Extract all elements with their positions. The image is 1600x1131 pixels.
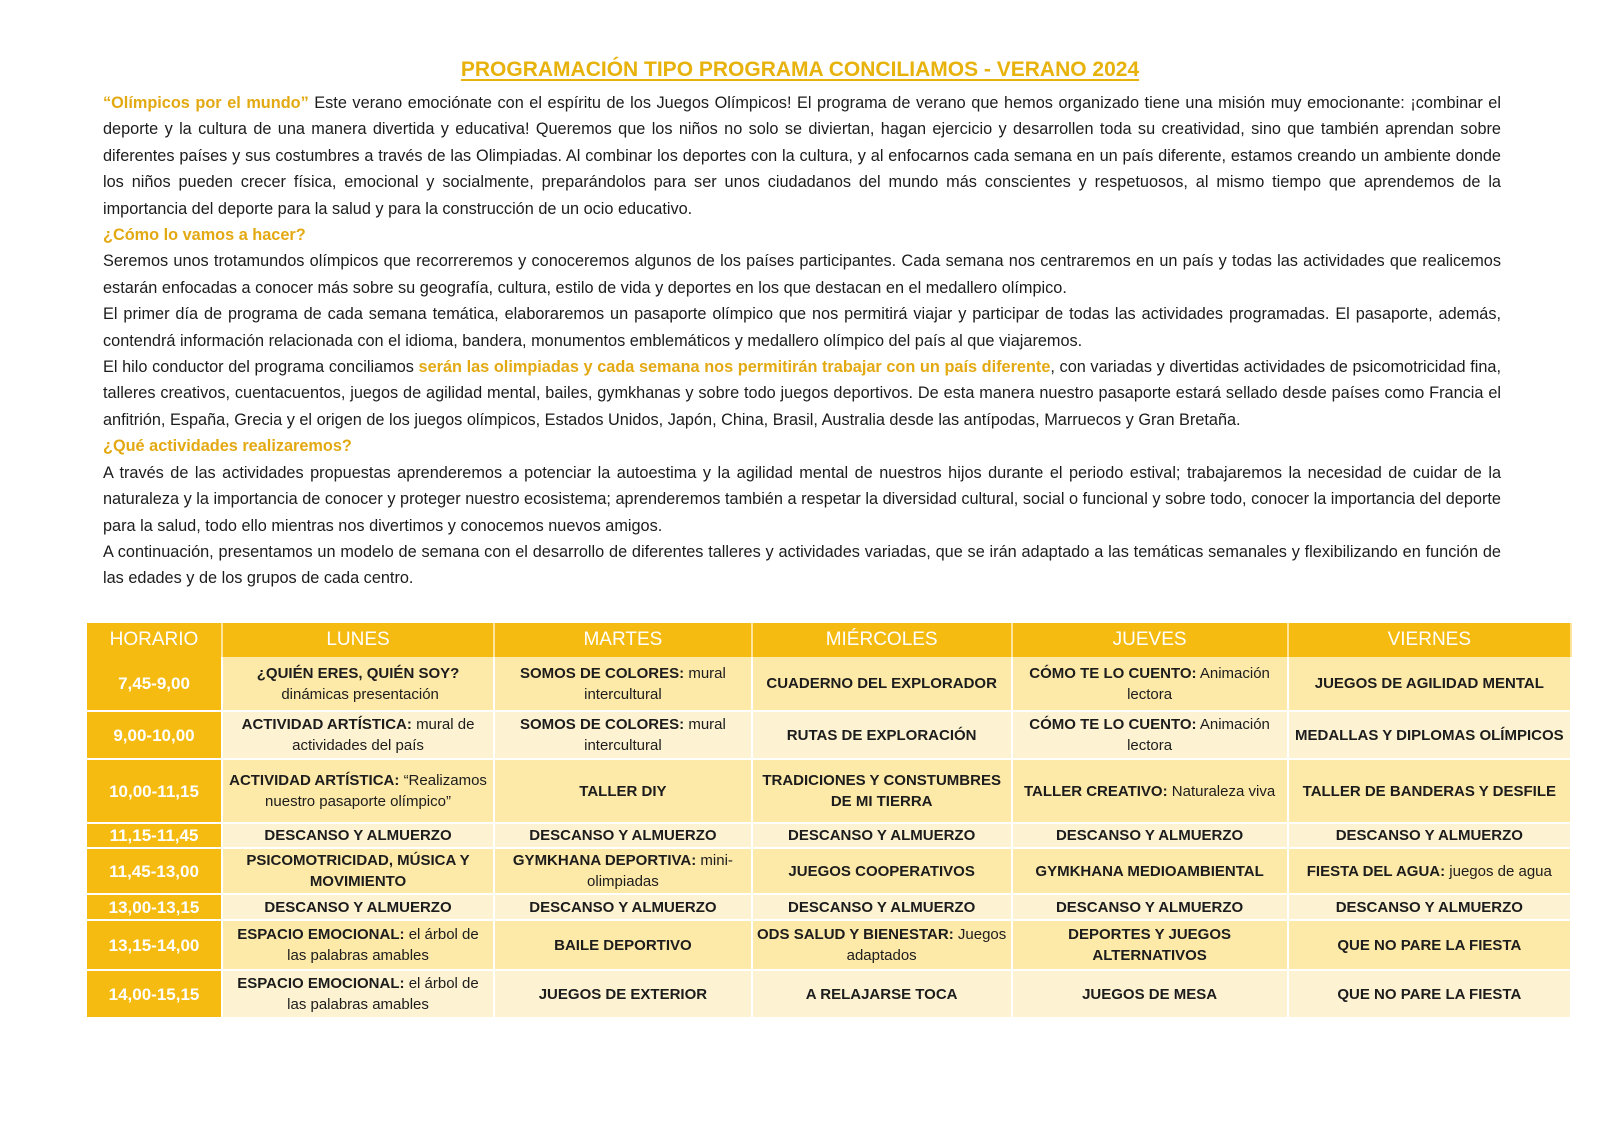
document-body <box>103 90 1501 592</box>
table-row <box>87 894 1571 920</box>
activity-title: QUE NO PARE LA FIESTA <box>1337 985 1522 1003</box>
column-header: LUNES <box>222 623 494 657</box>
activity-title: DESCANSO Y ALMUERZO <box>1055 827 1244 844</box>
activity-cell <box>1288 759 1571 823</box>
table-row <box>87 711 1571 759</box>
time-slot: 11,15-11,45 <box>87 823 222 848</box>
activity-cell <box>1288 823 1571 848</box>
p3-start: El hilo conductor del programa conciliamos <box>103 358 419 377</box>
activity-title: ESPACIO EMOCIONAL <box>237 926 400 943</box>
activity-cell <box>222 894 494 920</box>
activity-separator: : <box>399 975 409 992</box>
activity-title: DESCANSO Y ALMUERZO <box>1335 827 1523 844</box>
activity-title: DESCANSO Y ALMUERZO <box>788 827 976 844</box>
activity-detail: mural intercultural <box>584 664 726 703</box>
activity-title: CUADERNO DEL EXPLORADOR <box>766 675 997 692</box>
activity-title: CÓMO TE LO CUENTO: <box>1029 716 1197 733</box>
intro-lead: “Olímpicos por el mundo” <box>103 94 309 112</box>
activity-cell <box>1012 823 1288 848</box>
activity-cell <box>752 848 1012 894</box>
activity-detail: Animación lectora <box>1127 716 1270 754</box>
activity-cell <box>1288 920 1571 970</box>
activity-cell <box>222 711 494 759</box>
activity-title: TALLER CREATIVO: <box>1024 782 1168 800</box>
activity-cell <box>752 894 1012 920</box>
activity-title: DESCANSO Y ALMUERZO <box>264 898 452 916</box>
activity-detail: Animación lectora <box>1127 664 1270 703</box>
activity-detail: Juegos adaptados <box>846 926 1007 964</box>
column-header: JUEVES <box>1012 623 1288 657</box>
intro-paragraph <box>103 90 1501 222</box>
activity-cell <box>1288 711 1571 759</box>
activity-title: JUEGOS DE EXTERIOR <box>538 985 708 1003</box>
activity-title: BAILE DEPORTIVO <box>554 936 692 954</box>
activity-title: DESCANSO Y ALMUERZO <box>1335 898 1523 916</box>
activity-title: MEDALLAS Y DIPLOMAS OLÍMPICOS <box>1295 726 1564 744</box>
activity-cell <box>494 970 752 1018</box>
page-title: PROGRAMACIÓN TIPO PROGRAMA CONCILIAMOS - VERANO 2024 <box>460 58 1140 81</box>
table-row <box>87 970 1571 1018</box>
activity-cell <box>752 657 1012 711</box>
activity-detail: el árbol de las palabras amables <box>287 975 479 1013</box>
activity-cell <box>1288 970 1571 1018</box>
section-what-paragraph-1: A través de las actividades propuestas aprenderemos a potenciar la autoestima y la agilidad mental de nuestros hijos durante el periodo estival; trabajaremos la necesidad de cuidar de la naturaleza y la importancia de conocer y proteger nuestro ecosistema; aprenderemos también a respetar la diversidad cultural, social o funcional y sobre todo, conocer la importancia del deporte para la salud, todo ello mientras nos divertimos y conocemos nuevos amigos. <box>103 463 1501 535</box>
section-what-heading: ¿Qué actividades realizaremos? <box>103 437 352 456</box>
activity-title: ACTIVIDAD ARTÍSTICA: <box>241 716 412 733</box>
activity-cell <box>1012 711 1288 759</box>
activity-title: SOMOS DE COLORES: <box>519 716 685 733</box>
activity-title: ¿QUIÉN ERES, QUIÉN SOY? <box>256 664 460 682</box>
activity-detail: juegos de agua <box>1449 862 1552 880</box>
activity-detail: mural de actividades del país <box>292 716 475 754</box>
section-what-paragraph-2: A continuación, presentamos un modelo de semana con el desarrollo de diferentes talleres y actividades variadas, que se irán adaptado a las temáticas semanales y flexibilizando en función de las edades y de los grupos de cada centro. <box>103 542 1501 588</box>
column-header: MARTES <box>494 623 752 657</box>
activity-cell <box>494 657 752 711</box>
time-slot: 11,45-13,00 <box>87 848 222 894</box>
activity-cell <box>222 657 494 711</box>
time-slot: 10,00-11,15 <box>87 759 222 823</box>
activity-detail: Naturaleza viva <box>1171 782 1276 800</box>
time-slot: 13,00-13,15 <box>87 894 222 920</box>
activity-title: A RELAJARSE TOCA <box>805 985 958 1003</box>
column-header: HORARIO <box>87 623 222 657</box>
activity-detail: mural intercultural <box>584 716 726 754</box>
table-row <box>87 759 1571 823</box>
activity-title: ODS SALUD Y BIENESTAR: <box>757 926 954 943</box>
activity-cell <box>1012 848 1288 894</box>
activity-cell <box>222 848 494 894</box>
activity-title: PSICOMOTRICIDAD, MÚSICA Y MOVIMIENTO <box>246 852 470 890</box>
activity-cell <box>752 823 1012 848</box>
activity-cell <box>494 711 752 759</box>
activity-cell <box>1012 920 1288 970</box>
activity-title: DEPORTES Y JUEGOS ALTERNATIVOS <box>1068 926 1232 964</box>
activity-title: DESCANSO Y ALMUERZO <box>788 898 976 916</box>
activity-cell <box>222 759 494 823</box>
section-how-paragraph-2: El primer día de programa de cada semana temática, elaboraremos un pasaporte olímpico que nos permitirá viajar y participar de todas las actividades programadas. El pasaporte, además, contendrá información relacionada con el idioma, bandera, monumentos emblemáticos y medallero olímpico del país al que viajaremos. <box>103 305 1501 350</box>
activity-cell <box>1288 657 1571 711</box>
time-slot: 14,00-15,15 <box>87 970 222 1018</box>
time-slot: 9,00-10,00 <box>87 711 222 759</box>
activity-title: RUTAS DE EXPLORACIÓN <box>786 726 977 744</box>
activity-title: DESCANSO Y ALMUERZO <box>264 827 452 844</box>
activity-title: JUEGOS DE MESA <box>1082 985 1218 1003</box>
activity-cell <box>1012 894 1288 920</box>
activity-cell <box>1012 657 1288 711</box>
section-how-paragraph-1: Seremos unos trotamundos olímpicos que recorreremos y conoceremos algunos de los países participantes. Cada semana nos centraremos en un país y todas las actividades que realicemos estarán enfocadas a conocer más sobre su geografía, cultura, estilo de vida y deportes en los que destacan en el medallero olímpico. <box>103 252 1501 297</box>
activity-title: GYMKHANA DEPORTIVA: <box>512 852 697 869</box>
activity-title: DESCANSO Y ALMUERZO <box>529 898 717 916</box>
activity-cell <box>494 920 752 970</box>
p3-end: , con variadas y divertidas actividades de psicomotricidad fina, talleres creativos, cuentacuentos, juegos de agilidad mental, bailes, gymkhanas y sobre todo juegos deportivos. De esta manera nuestro pasaporte estará sellado desde países como Francia el anfitrión, España, Grecia y el origen de los juegos olímpicos, Estados Unidos, Japón, China, Brasil, Australia desde las antípodas, Marruecos y Gran Bretaña. <box>103 358 1501 429</box>
activity-cell <box>752 711 1012 759</box>
activity-detail: mini-olimpiadas <box>587 852 733 890</box>
table-row <box>87 657 1571 711</box>
activity-cell <box>494 848 752 894</box>
activity-title: TALLER DIY <box>579 782 667 800</box>
activity-cell <box>1288 894 1571 920</box>
column-header: MIÉRCOLES <box>752 623 1012 657</box>
time-slot: 7,45-9,00 <box>87 657 222 711</box>
column-header: VIERNES <box>1288 623 1571 657</box>
activity-title: TALLER DE BANDERAS Y DESFILE <box>1302 782 1556 800</box>
activity-detail: dinámicas presentación <box>281 685 439 703</box>
section-how-paragraph-3 <box>103 354 1501 433</box>
activity-title: CÓMO TE LO CUENTO: <box>1029 664 1197 682</box>
table-row <box>87 823 1571 848</box>
activity-title: DESCANSO Y ALMUERZO <box>1055 898 1244 916</box>
activity-cell <box>494 823 752 848</box>
activity-title: DESCANSO Y ALMUERZO <box>529 827 717 844</box>
activity-title: JUEGOS COOPERATIVOS <box>788 862 975 880</box>
table-row <box>87 920 1571 970</box>
activity-title: QUE NO PARE LA FIESTA <box>1337 936 1522 954</box>
activity-detail: el árbol de las palabras amables <box>287 926 479 964</box>
activity-title: SOMOS DE COLORES: <box>519 664 685 682</box>
activity-cell <box>1012 759 1288 823</box>
activity-cell <box>222 970 494 1018</box>
activity-cell <box>222 920 494 970</box>
activity-cell <box>1288 848 1571 894</box>
activity-title: FIESTA DEL AGUA: <box>1306 862 1446 880</box>
activity-title: JUEGOS DE AGILIDAD MENTAL <box>1314 675 1544 692</box>
activity-cell <box>752 759 1012 823</box>
activity-cell <box>752 970 1012 1018</box>
activity-detail: “Realizamos nuestro pasaporte olímpico” <box>265 772 487 810</box>
intro-text: Este verano emociónate con el espíritu de los Juegos Olímpicos! El programa de verano que hemos organizado tiene una misión muy emocionante: ¡combinar el deporte y la cultura de una manera divertida y educativa! Queremos que los niños no solo se diviertan, hagan ejercicio y desarrollen toda su creatividad, sino que también aprendan sobre diferentes países y sus costumbres a través de las Olimpiadas. Al combinar los deportes con la cultura, y al enfocarnos cada semana en un país diferente, estamos creando un ambiente donde los niños pueden crecer física, emocional y socialmente, preparándolos para ser unos ciudadanos del mundo más conscientes y respetuosos, al mismo tiempo que aprendemos de la importancia del deporte para la salud y para la construcción de un ocio educativo. <box>103 94 1501 218</box>
schedule-body <box>87 657 1571 1018</box>
activity-title: TRADICIONES Y CONSTUMBRES DE MI TIERRA <box>762 772 1001 810</box>
activity-cell <box>494 759 752 823</box>
p3-highlight: serán las olimpiadas y cada semana nos permitirán trabajar con un país diferente <box>418 358 1051 377</box>
schedule-header-row <box>87 623 1571 657</box>
schedule-table <box>87 623 1572 1019</box>
activity-title: GYMKHANA MEDIOAMBIENTAL <box>1035 862 1264 880</box>
activity-cell <box>752 920 1012 970</box>
activity-title: ESPACIO EMOCIONAL <box>237 975 400 992</box>
table-row <box>87 848 1571 894</box>
activity-cell <box>1012 970 1288 1018</box>
time-slot: 13,15-14,00 <box>87 920 222 970</box>
activity-cell <box>494 894 752 920</box>
section-how-heading: ¿Cómo lo vamos a hacer? <box>103 226 306 245</box>
activity-title: ACTIVIDAD ARTÍSTICA: <box>229 772 400 789</box>
activity-cell <box>222 823 494 848</box>
activity-separator: : <box>399 926 409 943</box>
